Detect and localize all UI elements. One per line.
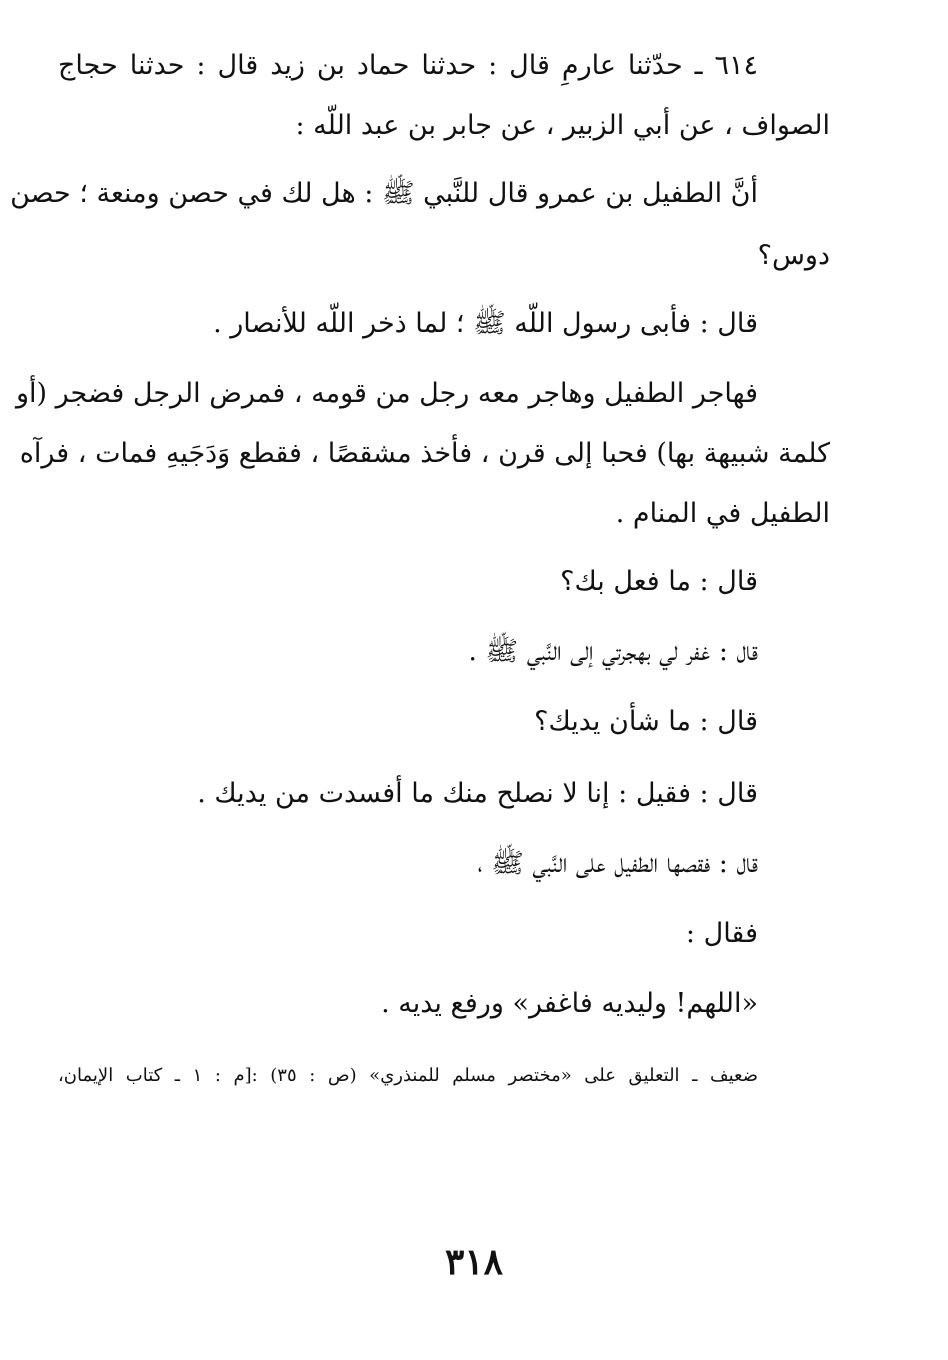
paragraph-1-line-2: دوس؟	[757, 240, 830, 271]
dialogue-line-2: قال : غفر لي بهجرتي إلى النَّبي ﷺ .	[468, 636, 758, 667]
dialogue-line-5: قال : فقصها الطفيل على النَّبي ﷺ ،	[477, 848, 758, 879]
page-number: ٣١٨	[444, 1241, 503, 1283]
paragraph-3-line-1: فهاجر الطفيل وهاجر معه رجل من قومه ، فمرض الرجل فضجر (أو	[16, 378, 758, 409]
isnad-line-2: الصواف ، عن أبي الزبير ، عن جابر بن عبد اللّه :	[295, 110, 830, 141]
paragraph-3-line-3: الطفيل في المنام .	[615, 498, 830, 529]
paragraph-3-line-2: كلمة شبيهة بها) فحبا إلى قرن ، فأخذ مشقصًا ، فقطع وَدَجَيهِ فمات ، فرآه	[19, 438, 830, 469]
dialogue-line-7: «اللهم! وليديه فاغفر» ورفع يديه .	[381, 988, 758, 1019]
paragraph-2-line-1: قال : فأبى رسول اللّه ﷺ ؛ لما ذخر اللّه للأنصار .	[213, 308, 758, 339]
dialogue-line-3: قال : ما شأن يديك؟	[534, 706, 758, 737]
isnad-line-1: ٦١٤ ـ حدّثنا عارمِ قال : حدثنا حماد بن زيد قال : حدثنا حجاج	[58, 50, 758, 81]
paragraph-1-line-1: أنَّ الطفيل بن عمرو قال للنَّبي ﷺ : هل لك في حصن ومنعة ؛ حصن	[10, 178, 758, 209]
dialogue-line-1: قال : ما فعل بك؟	[560, 566, 758, 597]
dialogue-line-6: فقال :	[685, 918, 758, 949]
footnote: ضعيف ـ التعليق على «مختصر مسلم للمنذري» (ص : ٣٥) :[م : ١ ـ كتاب الإيمان،	[58, 1065, 758, 1086]
dialogue-line-4: قال : فقيل : إنا لا نصلح منك ما أفسدت من يديك .	[197, 778, 758, 809]
